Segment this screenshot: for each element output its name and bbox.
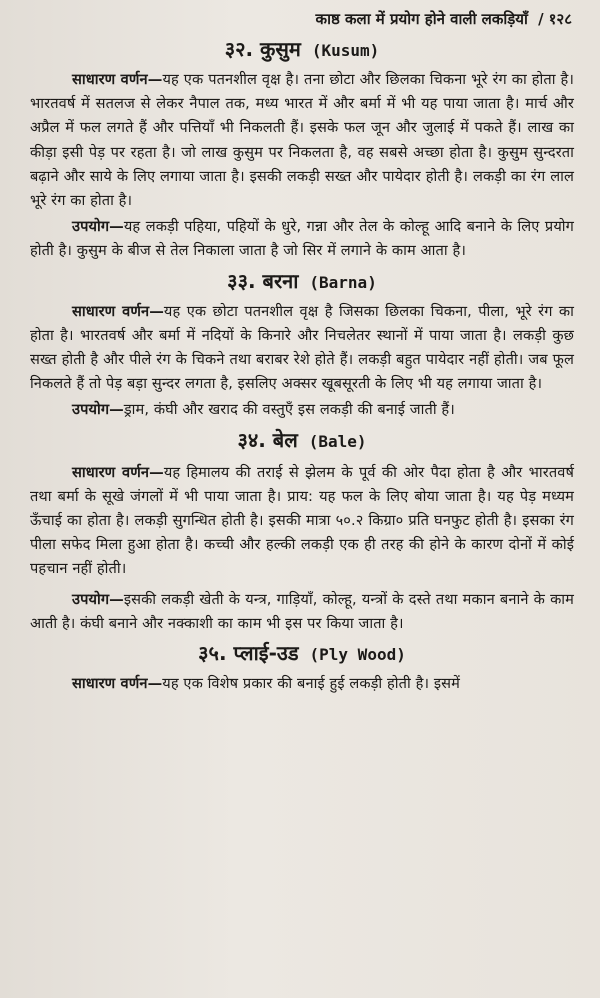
section-heading-text: ३३. बरना [227, 268, 299, 293]
paragraph-text: इसकी लकड़ी खेती के यन्त्र, गाड़ियाँ, कोल्हू, यन्त्रों के दस्ते तथा मकान बनाने के काम आती है। कंघी बनाने और नक्काशी का काम भी इस पर किया जाता है। [30, 590, 574, 632]
paragraph-text: यह हिमालय की तराई से झेलम के पूर्व की ओर पैदा होता है और भारतवर्ष तथा बर्मा के सूखे जंगलों में भी पाया जाता है। प्राय: यह फल के लिए बोया जाता है। यह पेड़ मध्यम ऊँचाई का होता है। लकड़ी सुगन्धित होती है। इसकी मात्रा ५०.२ किग्रा० प्रति घनफुट होती है। इसका रंग पीला सफेद मिला हुआ होता है। कच्ची और हल्की लकड़ी एक ही तरह की होने के कारण दोनों में कोई पहचान नहीं होती। [30, 463, 574, 578]
paragraph-description [30, 300, 574, 397]
paragraph-text: ड्राम, कंघी और खराद की वस्तुएँ इस लकड़ी की बनाई जाती हैं। [123, 401, 455, 419]
paragraph-lead: उपयोग— [72, 401, 124, 419]
section-heading-latin: (Barna) [309, 272, 377, 292]
paragraph-lead: साधारण वर्णन— [72, 71, 163, 88]
section-heading-latin: (Ply Wood) [309, 645, 406, 665]
section-heading-barna [30, 264, 574, 300]
paragraph-description [30, 68, 574, 213]
section-heading-kusum [30, 32, 574, 68]
paragraph-lead: साधारण वर्णन— [72, 302, 164, 320]
paragraph-text: यह एक छोटा पतनशील वृक्ष है जिसका छिलका चिकना, पीला, भूरे रंग का होता है। भारतवर्ष और बर्मा में नदियों के किनारे और निचलेतर स्थानों में पाया जाता है। लकड़ी कुछ सख्त होती है और पीले रंग के चिकने तथा बराबर रेशे होते हैं। लकड़ी बहुत पायेदार नहीं होती। जब फूल निकलते हैं तो पेड़ बड़ा सुन्दर लगता है, इसलिए अक्सर खूबसूरती के लिए भी यह लगाया जाता है। [30, 302, 575, 393]
paragraph-usage [30, 398, 574, 422]
section-heading-text: ३५. प्लाई-उड [198, 641, 299, 666]
running-head [30, 6, 574, 32]
paragraph-usage [30, 588, 574, 636]
paragraph-description [30, 461, 574, 582]
section-heading-text: ३४. बेल [237, 427, 298, 452]
page-number: १२८ [548, 10, 572, 28]
section-heading-text: ३२. कुसुम [224, 37, 301, 61]
paragraph-text: यह लकड़ी पहिया, पहियों के धुरे, गन्ना और तेल के कोल्हू आदि बनाने के लिए प्रयोग होती है। कुसुम के बीज से तेल निकाला जाता है जो सिर में लगाने के काम आता है। [30, 218, 574, 260]
section-heading-bale [30, 423, 574, 459]
paragraph-lead: साधारण वर्णन— [72, 675, 163, 693]
running-head-separator: / [538, 10, 544, 28]
paragraph-text: यह एक पतनशील वृक्ष है। तना छोटा और छिलका चिकना भूरे रंग का होता है। भारतवर्ष में सतलज से लेकर नैपाल तक, मध्य भारत में और बर्मा में भी यह पाया जाता है। मार्च और अप्रैल में फल लगते हैं और पत्तियाँ भी निकलती हैं। इसके फल जून और जुलाई में पकते हैं। लाख का कीड़ा इसी पेड़ पर रहता है। जो लाख कुसुम पर निकलता है, वह सबसे अच्छा होता है। कुसुम सुन्दरता बढ़ाने और साये के लिए लगाया जाता है। इसकी लकड़ी सख्त और पायेदार होती है। लकड़ी का रंग लाल भूरे रंग का होता है। [30, 71, 574, 210]
section-heading-latin: (Kusum) [311, 41, 380, 60]
paragraph-lead: साधारण वर्णन— [72, 463, 164, 481]
paragraph-text: यह एक विशेष प्रकार की बनाई हुई लकड़ी होती है। इसमें [162, 675, 460, 693]
paragraph-usage [30, 215, 574, 263]
running-head-title: काष्ठ कला में प्रयोग होने वाली लकड़ियाँ [315, 10, 528, 28]
section-heading-latin: (Bale) [308, 431, 367, 451]
paragraph-lead: उपयोग— [72, 590, 124, 608]
paragraph-description [30, 672, 574, 696]
paragraph-lead: उपयोग— [72, 218, 124, 236]
section-heading-plywood [30, 636, 574, 672]
